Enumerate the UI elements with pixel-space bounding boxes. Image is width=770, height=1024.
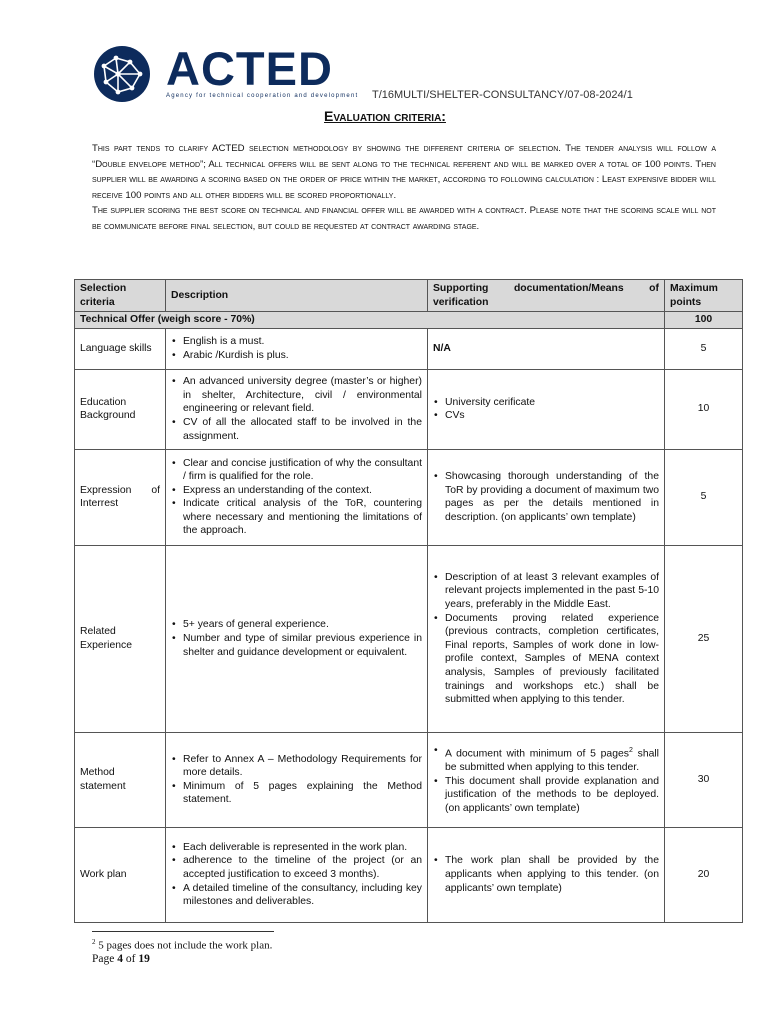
- list-item: • Indicate critical analysis of the ToR, countering where necessary and mentioning the limitations of the approach.: [171, 497, 422, 538]
- list-item: [433, 744, 659, 775]
- page-of: of: [122, 953, 139, 965]
- points-cell: 10: [665, 369, 743, 449]
- supporting-cell: [428, 732, 665, 827]
- list-item: • Minimum of 5 pages explaining the Method statement.: [171, 780, 422, 807]
- criteria-cell: Work plan: [75, 827, 166, 922]
- header-points: Maximum points: [665, 280, 743, 312]
- acted-logo: [92, 42, 359, 104]
- list-item: • The work plan shall be provided by the applicants when applying to this tender. (on applicants’ own template): [433, 854, 659, 895]
- logo-wordmark: ACTED: [166, 42, 333, 95]
- points-cell: 30: [665, 732, 743, 827]
- points-cell: 25: [665, 545, 743, 732]
- table-row: [75, 732, 743, 827]
- header-description: Description: [166, 280, 428, 312]
- description-cell: [166, 449, 428, 545]
- criteria-cell: Expression of Interrest: [75, 449, 166, 545]
- points-cell: 5: [665, 328, 743, 369]
- points-cell: 5: [665, 449, 743, 545]
- list-item: • CVs: [433, 409, 659, 423]
- footnote-separator: [92, 931, 274, 932]
- supporting-cell: [428, 449, 665, 545]
- title-text: Evaluation criteria:: [324, 108, 446, 124]
- criteria-cell: Method statement: [75, 732, 166, 827]
- list-item: • Arabic /Kurdish is plus.: [171, 349, 422, 363]
- list-item: • University cerificate: [433, 396, 659, 410]
- evaluation-table: [74, 279, 743, 923]
- description-cell: [166, 328, 428, 369]
- supporting-cell: [428, 369, 665, 449]
- footnote: [92, 938, 272, 952]
- intro-text: [92, 141, 716, 235]
- list-item: • A detailed timeline of the consultancy, including key milestones and deliverables.: [171, 882, 422, 909]
- criteria-cell: Education Background: [75, 369, 166, 449]
- table-row: [75, 545, 743, 732]
- table-row: [75, 827, 743, 922]
- technical-offer-label: Technical Offer (weigh score - 70%): [75, 312, 665, 329]
- globe-logo-icon: [92, 44, 152, 104]
- list-item: • Description of at least 3 relevant examples of relevant projects implemented in the past 5-10 years, preferably in the Middle East.: [433, 571, 659, 612]
- supporting-cell: N/A: [428, 328, 665, 369]
- supporting-cell: [428, 545, 665, 732]
- list-item: • Showcasing thorough understanding of the ToR by providing a document of maximum two pages as per the details mentioned in description. (on applicants’ own template): [433, 470, 659, 524]
- footnote-text: 5 pages does not include the work plan.: [95, 939, 273, 952]
- page-title: [0, 108, 770, 124]
- list-item: • Each deliverable is represented in the work plan.: [171, 841, 422, 855]
- technical-offer-points: 100: [665, 312, 743, 329]
- description-cell: [166, 369, 428, 449]
- list-item: • Documents proving related experience (previous contracts, completion certificates, Final reports, Samples of work done in low-profile context, Samples of MENA context analysis, Samples of previously facilitated trainings and workshops etc.) shall be submitted when applying to this tender.: [433, 612, 659, 707]
- list-item: • CV of all the allocated staff to be involved in the assignment.: [171, 416, 422, 443]
- supporting-text: shall be submitted when applying to this tender.: [445, 748, 659, 774]
- criteria-cell: Language skills: [75, 328, 166, 369]
- list-item: • This document shall provide explanation and justification of the methods to be deployed. (on applicants’ own template): [433, 775, 659, 816]
- list-item: • Clear and concise justification of why the consultant / firm is qualified for the role.: [171, 457, 422, 484]
- points-cell: 20: [665, 827, 743, 922]
- list-item: • Number and type of similar previous experience in shelter and guidance development or equivalent.: [171, 632, 422, 659]
- list-item: • 5+ years of general experience.: [171, 618, 422, 632]
- technical-offer-row: [75, 312, 743, 329]
- list-item: • Refer to Annex A – Methodology Requirements for more details.: [171, 753, 422, 780]
- description-cell: [166, 732, 428, 827]
- intro-paragraph-1: This part tends to clarify ACTED selection methodology by showing the different criteria of selection. The tender analysis will follow a “Double envelope method”; All technical offers will be sent along to the technical referent and will be marked over a total of 100 points. Then supplier will be awarding a scoring based on the order of price within the market, according to following calculation : Least expensive bidder will receive 100 points and all other bidders will be scored proportionally.: [92, 143, 716, 201]
- header-supporting: Supporting documentation/Means of verification: [428, 280, 665, 312]
- page-number: [92, 953, 150, 965]
- page-current: 4: [117, 953, 123, 965]
- list-item: • An advanced university degree (master’s or higher) in shelter, Architecture, civil / environmental engineering or relevant field.: [171, 375, 422, 416]
- table-header-row: [75, 280, 743, 312]
- description-cell: [166, 827, 428, 922]
- list-item: • adherence to the timeline of the project (or an accepted justification to exceed 3 months).: [171, 854, 422, 881]
- footnote-number: 2: [92, 938, 96, 946]
- page-label: Page: [92, 953, 118, 965]
- supporting-text: A document with minimum of 5 pages: [445, 748, 629, 760]
- criteria-cell: Related Experience: [75, 545, 166, 732]
- header-criteria: Selection criteria: [75, 280, 166, 312]
- table-row: [75, 449, 743, 545]
- logo-tagline: Agency for technical cooperation and development: [166, 93, 359, 99]
- description-cell: [166, 545, 428, 732]
- table-row: [75, 328, 743, 369]
- list-item: • Express an understanding of the context.: [171, 484, 422, 498]
- document-reference: T/16MULTI/SHELTER-CONSULTANCY/07-08-2024/1: [372, 89, 633, 101]
- page-total: 19: [138, 953, 150, 965]
- supporting-cell: [428, 827, 665, 922]
- footnote-reference: 2: [628, 747, 633, 755]
- table-row: [75, 369, 743, 449]
- intro-paragraph-2: The supplier scoring the best score on technical and financial offer will be awarded with a contract. Please note that the scoring scale will not be communicate before final selection, but could be requested at contract awarding stage.: [92, 205, 716, 232]
- list-item: • English is a must.: [171, 335, 422, 349]
